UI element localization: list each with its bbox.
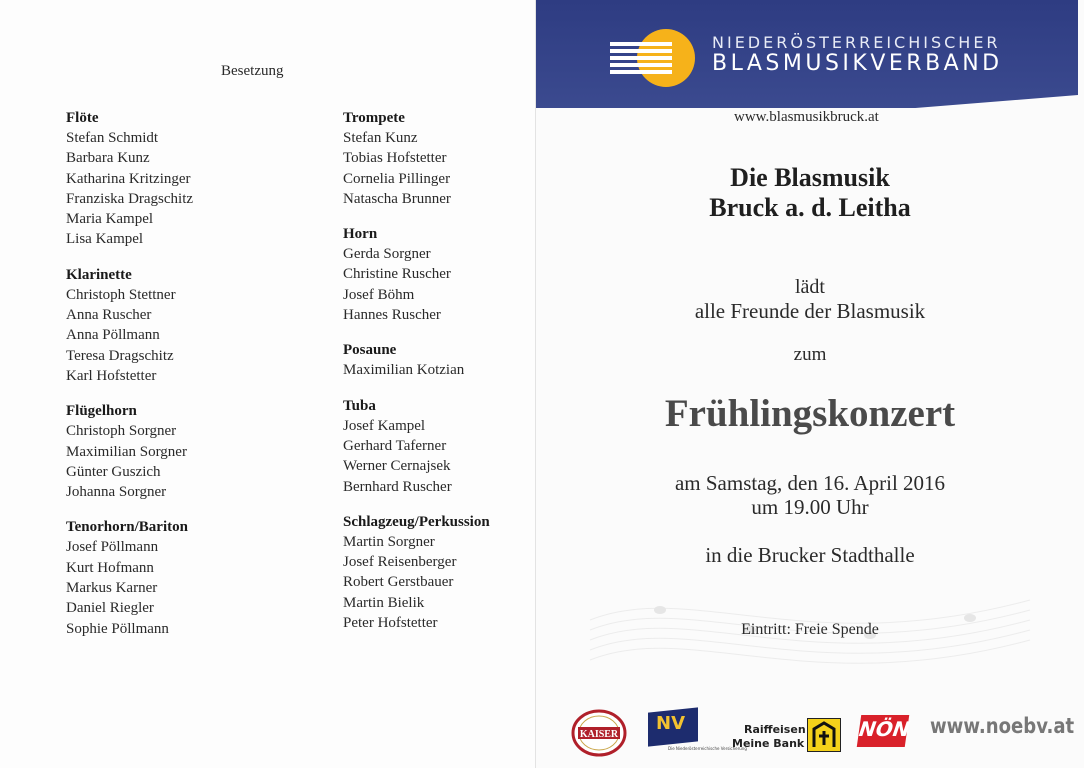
musician-name: Stefan Schmidt [66, 130, 159, 146]
instrument-section [343, 108, 490, 209]
noen-logo-icon [857, 715, 912, 747]
raiffeisen-logo-icon [732, 718, 840, 756]
nv-logo-text: NV [656, 713, 685, 734]
instrument-title: Trompete [343, 110, 405, 126]
instrument-title: Schlagzeug/Perkussion [343, 513, 490, 530]
musician-name: Maria Kampel [66, 211, 154, 228]
verband-name-line1: NIEDERÖSTERREICHISCHER [712, 33, 1001, 52]
instrument-title: Flügelhorn [66, 403, 137, 420]
concert-title: Frühlingskonzert [664, 392, 956, 435]
musician-name: Anna Ruscher [66, 307, 152, 324]
nv-insurance-logo-icon [648, 710, 747, 756]
musician-name: Günter Guszich [66, 463, 161, 480]
kaiser-beer-logo-icon [570, 708, 628, 758]
musician-name: Gerda Sorgner [343, 246, 431, 263]
raiffeisen-name: Raiffeisen [744, 723, 806, 736]
besetzung-column-right [343, 108, 490, 648]
musician-name: Christoph Sorgner [66, 423, 177, 440]
musician-name: Anna Pöllmann [66, 327, 160, 344]
instrument-section [343, 340, 490, 380]
musician-name: Josef Böhm [343, 286, 415, 303]
musician-name: Hannes Ruscher [343, 307, 441, 324]
musician-name: Markus Karner [66, 580, 158, 597]
raiffeisen-gable-cross-icon [807, 718, 841, 752]
musician-name: Teresa Dragschitz [66, 347, 174, 364]
band-name-line1: Die Blasmusik [730, 163, 890, 192]
invite-text-zum: zum [793, 344, 827, 365]
instrument-title: Flöte [66, 110, 99, 126]
musician-name: Tobias Hofstetter [343, 150, 447, 167]
instrument-title: Posaune [343, 342, 397, 359]
instrument-title: Tuba [343, 397, 376, 414]
musician-name: Christine Ruscher [343, 266, 451, 283]
instrument-section [66, 108, 193, 250]
musician-name: Natascha Brunner [343, 190, 451, 207]
nv-logo-subtext: Die Niederösterreichische Versicherung [668, 746, 747, 751]
raiffeisen-slogan: Meine Bank [732, 737, 805, 750]
musician-name: Gerhard Taferner [343, 437, 447, 454]
instrument-title: Tenorhorn/Bariton [66, 519, 188, 536]
musician-name: Maximilian Sorgner [66, 443, 187, 460]
instrument-title: Horn [343, 226, 378, 243]
musician-name: Bernhard Ruscher [343, 478, 452, 495]
musician-name: Stefan Kunz [343, 130, 418, 146]
verband-name-line2: BLASMUSIKVERBAND [712, 51, 1003, 76]
invite-text-line2: alle Freunde der Blasmusik [694, 299, 926, 323]
instrument-section [66, 401, 193, 502]
musician-name: Franziska Dragschitz [66, 190, 194, 207]
musician-name: Martin Bielik [343, 594, 425, 611]
musician-name: Josef Pöllmann [66, 539, 159, 556]
concert-date: am Samstag, den 16. April 2016 [674, 471, 946, 495]
musician-name: Cornelia Pillinger [343, 170, 451, 187]
instrument-section [343, 224, 490, 325]
musician-name: Martin Sorgner [343, 533, 435, 550]
musician-name: Karl Hofstetter [66, 367, 157, 384]
verband-logo-icon [610, 28, 702, 88]
besetzung-heading: Besetzung [221, 63, 284, 79]
instrument-section [343, 512, 490, 633]
noen-logo-text: NÖN [857, 717, 912, 741]
musician-name: Sophie Pöllmann [66, 620, 169, 637]
musician-name: Josef Reisenberger [343, 554, 457, 571]
concert-time: um 19.00 Uhr [751, 495, 869, 519]
musician-name: Katharina Kritzinger [66, 170, 191, 187]
musician-name: Maximilian Kotzian [343, 362, 465, 379]
musician-name: Werner Cernajsek [343, 458, 451, 475]
musician-name: Barbara Kunz [66, 150, 150, 167]
musician-name: Robert Gerstbauer [343, 574, 454, 591]
musician-name: Josef Kampel [343, 417, 426, 434]
musician-name: Johanna Sorgner [66, 484, 167, 501]
instrument-section [66, 517, 193, 638]
instrument-section [66, 265, 193, 386]
musician-name: Lisa Kampel [66, 231, 144, 248]
besetzung-column-left [66, 108, 193, 654]
band-website-url: www.blasmusikbruck.at [734, 109, 879, 125]
entry-fee-text: Eintritt: Freie Spende [741, 621, 879, 638]
musician-name: Kurt Hofmann [66, 559, 154, 576]
musician-name: Daniel Riegler [66, 600, 154, 617]
noebv-website-url: www.noebv.at [930, 714, 1075, 738]
instrument-section [343, 396, 490, 497]
musician-name: Christoph Stettner [66, 286, 176, 303]
kaiser-logo-text: KAISER [579, 729, 619, 740]
concert-venue: in die Brucker Stadthalle [705, 543, 915, 567]
page-fold [535, 0, 536, 768]
instrument-title: Klarinette [66, 266, 132, 283]
band-name-line2: Bruck a. d. Leitha [709, 193, 911, 222]
invite-text-line1: lädt [795, 276, 825, 298]
musician-name: Peter Hofstetter [343, 615, 438, 632]
